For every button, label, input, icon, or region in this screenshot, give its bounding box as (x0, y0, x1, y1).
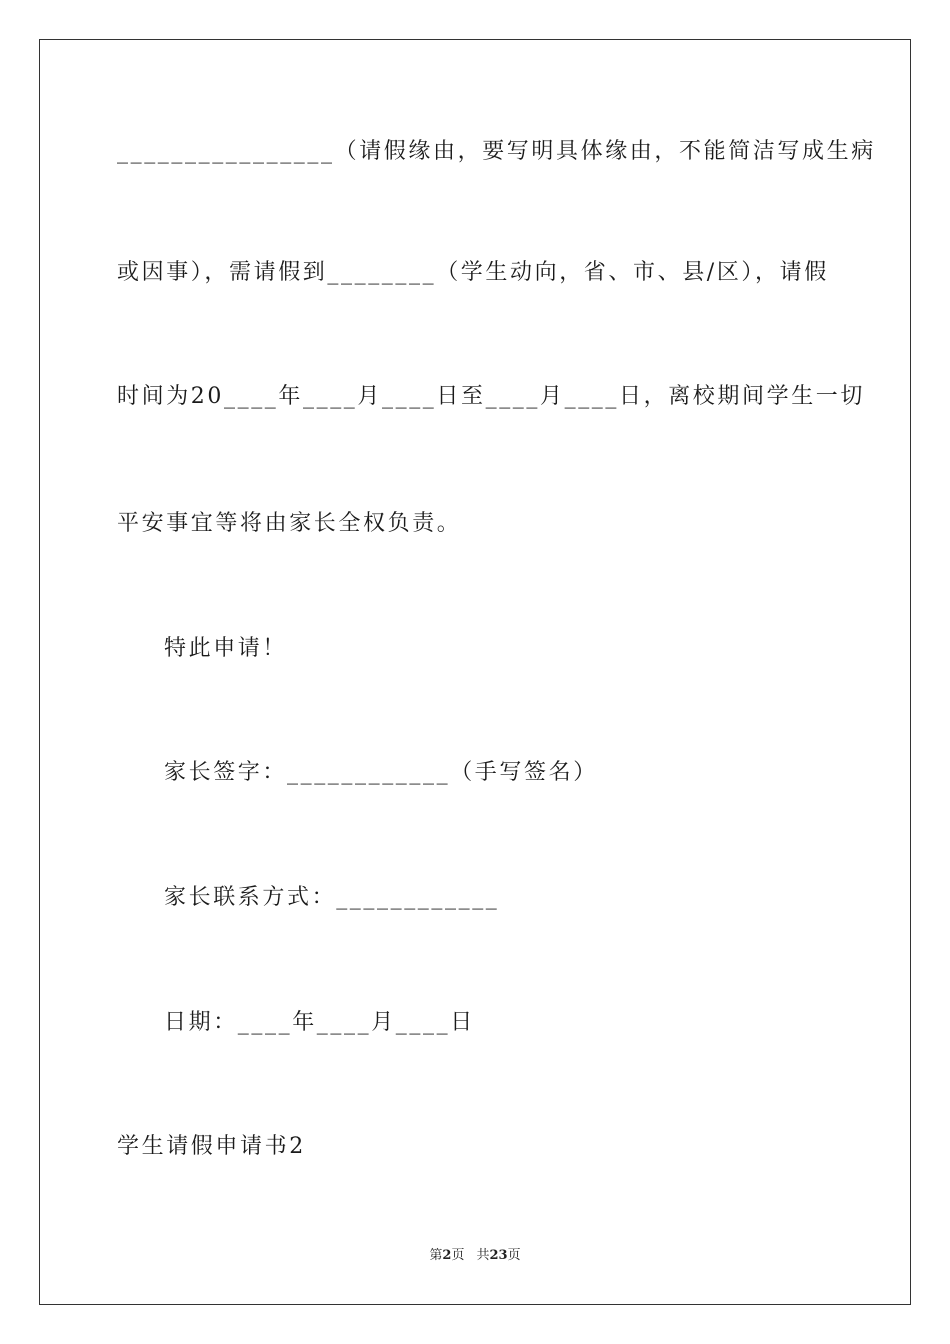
page-footer (0, 1247, 950, 1265)
footer-page-suffix: 页 (451, 1248, 465, 1263)
date-line: 日期：____年____月____日 (164, 1010, 475, 1035)
paragraph-line-2: 或因事），需请假到________（学生动向，省、市、县/区），请假 (117, 260, 829, 285)
parent-signature-line: 家长签字：____________（手写签名） (164, 760, 598, 785)
paragraph-line-4: 平安事宜等将由家长全权负责。 (117, 511, 462, 536)
closing-text: 特此申请！ (164, 636, 288, 661)
paragraph-line-1: ________________（请假缘由，要写明具体缘由，不能简洁写成生病 (117, 139, 876, 164)
parent-contact-line: 家长联系方式：____________ (164, 885, 500, 910)
footer-total-pages: 23 (489, 1248, 508, 1263)
footer-page-prefix: 第 (429, 1248, 443, 1263)
footer-page-number: 2 (442, 1248, 452, 1263)
page-border (39, 39, 911, 1305)
footer-total-suffix: 页 (507, 1248, 521, 1263)
section-title: 学生请假申请书2 (117, 1134, 306, 1159)
footer-total-prefix: 共 (476, 1248, 490, 1263)
paragraph-line-3: 时间为20____年____月____日至____月____日，离校期间学生一切 (117, 384, 865, 409)
